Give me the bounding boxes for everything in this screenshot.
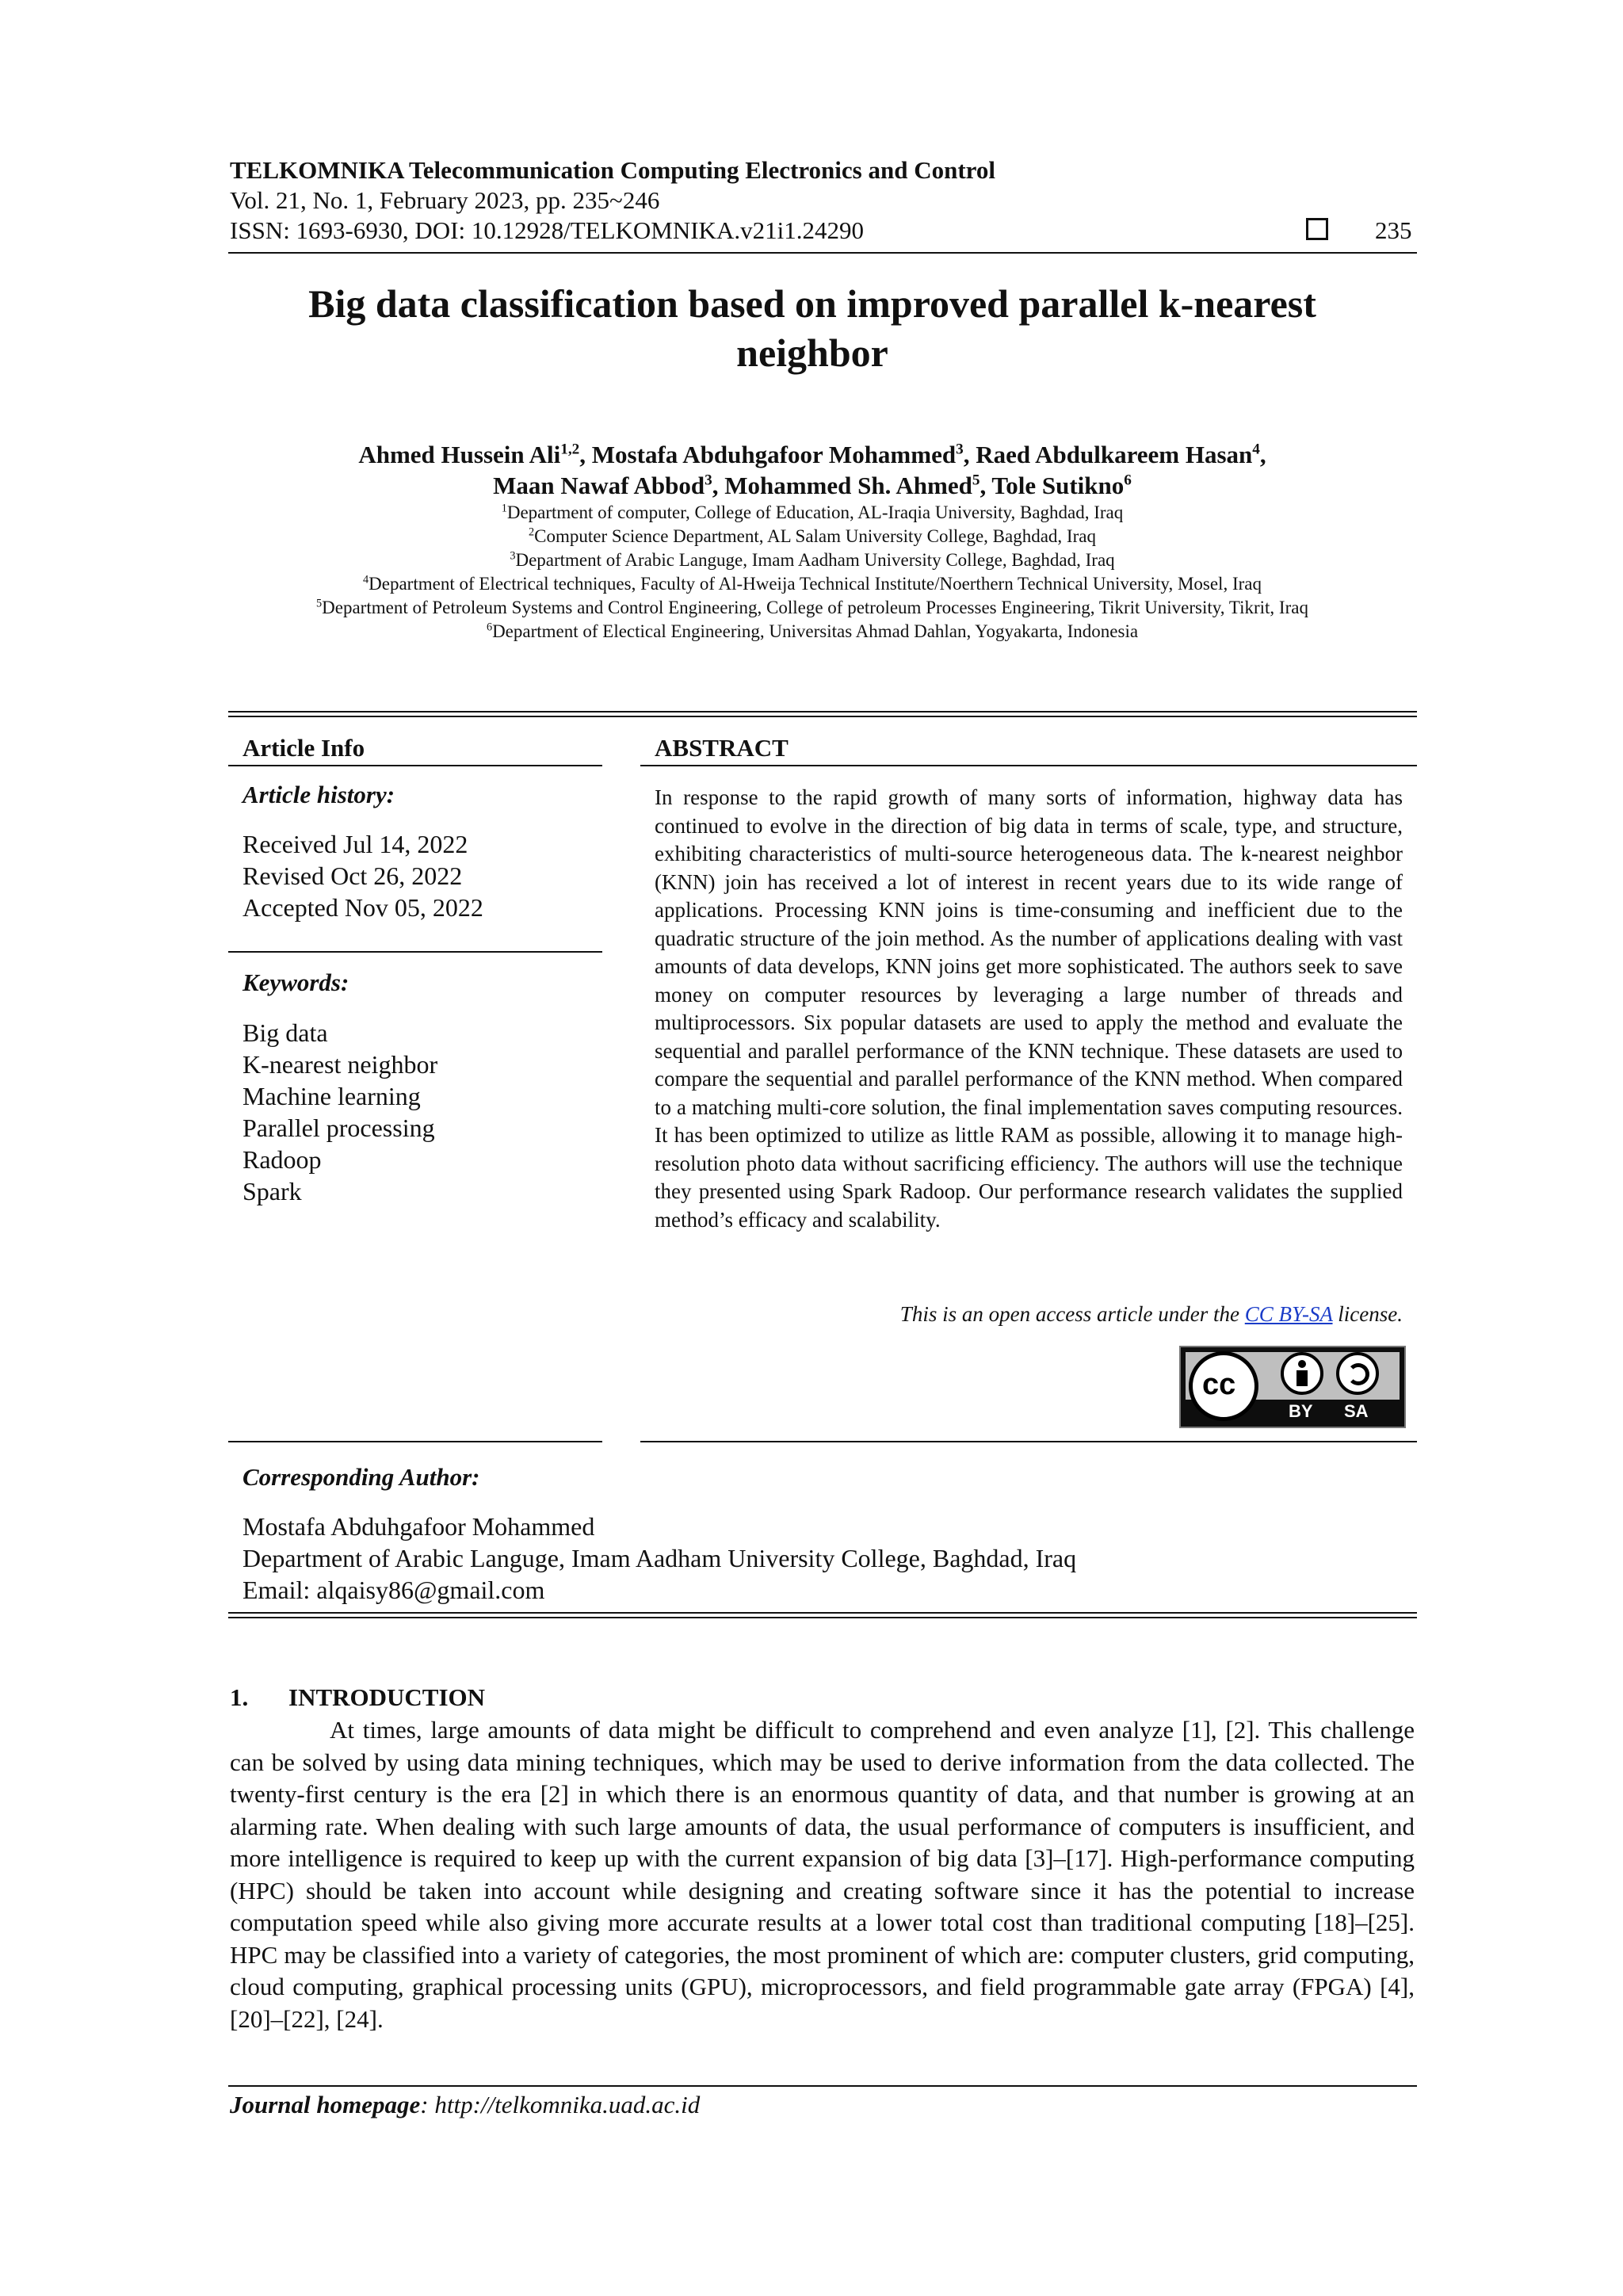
footer-label: Journal homepage <box>230 2091 421 2118</box>
journal-homepage-url[interactable]: : http://telkomnika.uad.ac.id <box>420 2091 701 2118</box>
author-sup: 5 <box>972 472 980 489</box>
infobox-bottom-rule <box>228 1612 1417 1614</box>
affiliation-sup: 3 <box>510 549 516 563</box>
keyword: Radoop <box>242 1145 322 1174</box>
license-suffix: license. <box>1332 1302 1403 1326</box>
received-date: Received Jul 14, 2022 <box>242 830 468 858</box>
author-sup: 6 <box>1124 472 1132 489</box>
author-name: Ahmed Hussein Ali <box>358 441 561 468</box>
authors-line-2: Maan Nawaf Abbod$^3$, Mohammed Sh. Ahmed$^5$, Tole Sutikno$^6$ <box>493 472 1132 499</box>
author-sup: 4 <box>1252 441 1260 458</box>
article-history <box>242 828 483 923</box>
corresponding-name: Mostafa Abduhgafoor Mohammed <box>242 1512 595 1541</box>
revised-date: Revised Oct 26, 2022 <box>242 861 463 890</box>
affiliation-sup: 6 <box>486 621 493 634</box>
square-bullet-icon <box>1306 218 1328 240</box>
keyword: Parallel processing <box>242 1114 435 1142</box>
affiliation <box>119 596 1506 620</box>
title-line-1: Big data classification based on improved parallel k-nearest <box>308 281 1316 326</box>
affiliation <box>119 620 1506 644</box>
volume-info: Vol. 21, No. 1, February 2023, pp. 235~246 <box>230 186 660 214</box>
article-info-rule <box>228 765 602 766</box>
affiliation-text: Department of Arabic Languge, Imam Aadham University College, Baghdad, Iraq <box>515 550 1115 570</box>
keywords-heading: Keywords: <box>242 968 349 996</box>
author-name: Raed Abdulkareem Hasan <box>976 441 1253 468</box>
keyword: Spark <box>242 1177 302 1205</box>
affiliation <box>119 525 1506 548</box>
authors-line-1: Ahmed Hussein Ali$^{1,2}$, Mostafa Abduhgafoor Mohammed$^3$, Raed Abdulkareem Hasan$^4$, <box>358 441 1266 468</box>
corresponding-details <box>242 1511 1076 1606</box>
article-info-heading: Article Info <box>242 734 365 762</box>
introduction-heading: INTRODUCTION <box>288 1683 486 1711</box>
cc-by-sa-link[interactable]: CC BY-SA <box>1244 1302 1333 1326</box>
affiliation-text: Computer Science Department, AL Salam University College, Baghdad, Iraq <box>534 526 1096 546</box>
introduction-paragraph: At times, large amounts of data might be difficult to comprehend and even analyze [1], [2]. This challenge can be solved by using data mining techniques, which may be used to derive information from the data collected. The twenty-first century is the era [2] in which there is an enormous quantity of data, and that number is growing at an alarming rate. When dealing with such large amounts of data, the usual performance of computers is insufficient, and more intelligence is required to keep up with the current expansion of big data [3]–[17]. High-performance computing (HPC) should be taken into account while designing and creating software since it has the potential to increase computation speed while also giving more accurate results at a lower total cost than traditional computing [18]–[25]. HPC may be classified into a variety of categories, the most prominent of which are: computer clusters, grid computing, cloud computing, graphical processing units (GPU), microprocessors, and field programmable gate array (FPGA) [4], [20]–[22], [24]. <box>230 1716 1415 2033</box>
infobox-top-rule-2 <box>228 716 1417 717</box>
author-name: Mohammed Sh. Ahmed <box>724 472 972 499</box>
paper-title <box>198 279 1426 377</box>
author-name: Mostafa Abduhgafoor Mohammed <box>591 441 957 468</box>
author-sup: 3 <box>956 441 964 458</box>
affiliation-sup: 4 <box>363 573 369 586</box>
license-statement <box>655 1302 1403 1327</box>
corresponding-heading: Corresponding Author: <box>242 1463 480 1491</box>
affiliation-text: Department of Electical Engineering, Universitas Ahmad Dahlan, Yogyakarta, Indonesia <box>492 621 1139 641</box>
by-label: BY <box>1289 1401 1313 1421</box>
footer <box>230 2091 700 2119</box>
issn-doi: ISSN: 1693-6930, DOI: 10.12928/TELKOMNIKA.v21i1.24290 <box>230 216 864 244</box>
title-line-2: neighbor <box>736 330 888 375</box>
cc-by-sa-badge-icon[interactable] <box>1179 1346 1406 1428</box>
affiliation-sup: 5 <box>316 597 323 610</box>
keyword: Big data <box>242 1018 328 1047</box>
corresponding-email[interactable]: Email: alqaisy86@gmail.com <box>242 1576 545 1604</box>
affiliation <box>119 548 1506 572</box>
footer-rule <box>228 2085 1417 2087</box>
cc-icon <box>1189 1351 1258 1421</box>
infobox-top-rule <box>228 711 1417 712</box>
author-name: Tole Sutikno <box>991 472 1125 499</box>
author-sup: 1,2 <box>560 441 580 458</box>
keywords-list <box>242 1017 437 1207</box>
share-alike-icon <box>1336 1352 1379 1395</box>
section-number: 1. <box>230 1683 249 1711</box>
affiliation-text: Department of Petroleum Systems and Control Engineering, College of petroleum Processes Engineering, Tikrit University, Tikrit, Iraq <box>322 598 1308 617</box>
accepted-date: Accepted Nov 05, 2022 <box>242 893 483 922</box>
affiliation-sup: 1 <box>501 502 507 515</box>
journal-name: TELKOMNIKA Telecommunication Computing Electronics and Control <box>230 156 995 184</box>
abstract-rule <box>640 765 1417 766</box>
keywords-rule <box>228 951 602 953</box>
author-sup: 3 <box>705 472 712 489</box>
attribution-person-icon <box>1281 1352 1323 1395</box>
page-number: 235 <box>1375 216 1412 244</box>
affiliation-text: Department of computer, College of Education, AL-Iraqia University, Baghdad, Iraq <box>506 502 1124 522</box>
keyword: Machine learning <box>242 1082 421 1110</box>
left-column-bottom-rule <box>228 1441 602 1442</box>
cc-label: cc <box>1202 1368 1236 1401</box>
affiliation <box>119 501 1506 525</box>
right-column-bottom-rule <box>640 1441 1417 1442</box>
header-rule <box>228 252 1417 254</box>
corresponding-dept: Department of Arabic Languge, Imam Aadham University College, Baghdad, Iraq <box>242 1544 1077 1572</box>
abstract-text: In response to the rapid growth of many sorts of information, highway data has continued to evolve in the direction of big data in terms of scale, type, and structure, exhibiting characteristics of multi-source heterogeneous data. The k-nearest neighbor (KNN) join has received a lot of interest in recent years due to its wide range of applications. Processing KNN joins is time-consuming and inefficient due to the quadratic structure of the join method. As the number of applications dealing with vast amounts of data develops, KNN joins get more sophisticated. The authors seek to save money on computer resources by leveraging a large number of threads and multiprocessors. Six popular datasets are used to apply the method and evaluate the sequential and parallel performance of the KNN technique. These datasets are used to compare the sequential and parallel performance of the KNN method. When compared to a matching multi-core solution, the final implementation saves computing resources. It has been optimized to utilize as little RAM as possible, allowing it to manage high-resolution photo data without sacrificing efficiency. The authors will use the technique they presented using Spark Radoop. Our performance research validates the supplied method’s efficacy and scalability. <box>655 785 1403 1232</box>
affiliation <box>119 572 1506 596</box>
article-history-heading: Article history: <box>242 781 395 808</box>
abstract-heading: ABSTRACT <box>655 734 789 762</box>
sa-label: SA <box>1344 1401 1369 1421</box>
keyword: K-nearest neighbor <box>242 1050 438 1079</box>
affiliation-sup: 2 <box>529 525 535 539</box>
affiliation-text: Department of Electrical techniques, Faculty of Al-Hweija Technical Institute/Noerthern Technical University, Mosel, Iraq <box>369 574 1262 594</box>
author-name: Maan Nawaf Abbod <box>493 472 705 499</box>
infobox-bottom-rule-2 <box>228 1617 1417 1618</box>
license-prefix: This is an open access article under the <box>899 1302 1245 1326</box>
